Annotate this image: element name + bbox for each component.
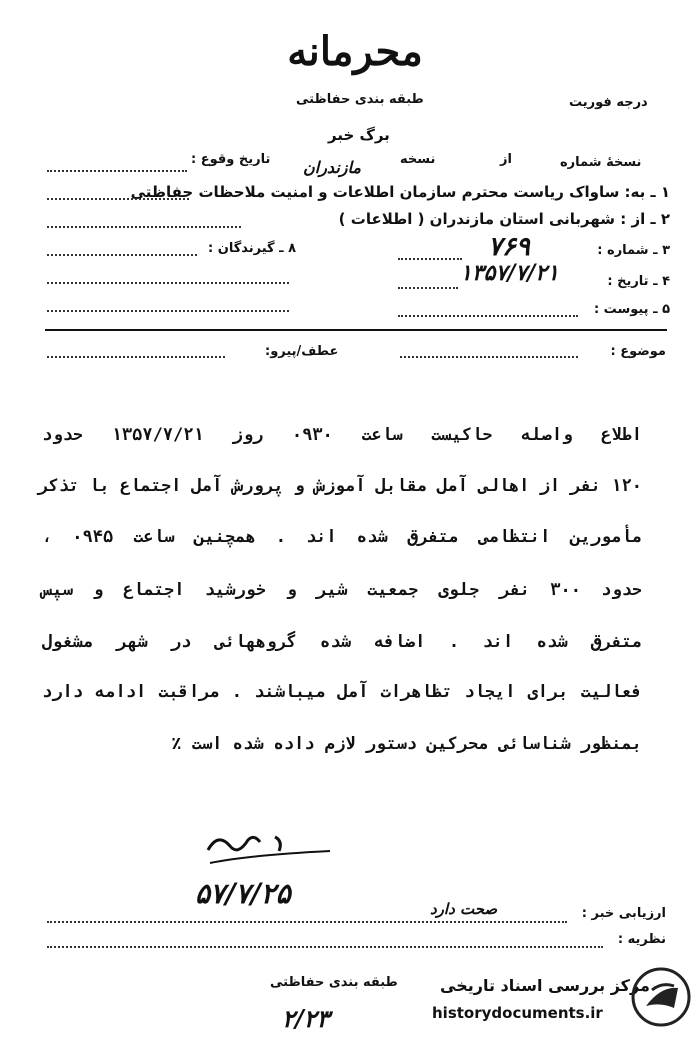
field-1-to: ۱ ـ به: ساواک ریاست محترم سازمان اطلاعات و امنیت ملاحظات حفاظتی [130,183,670,201]
body-line-7: بمنظور شناسائی محرکین دستور لازم داده شده است ٪ [171,734,642,754]
page-number-handwritten: ۲/۲۳ [282,1004,330,1033]
body-line-2: ۱۲۰ نفر از اهالی آمل مقابل آموزش و پرورش آمل اجتماع با تذکر [38,476,642,496]
event-date-label: تاریخ وقوع : [191,152,271,167]
body-line-5: متفرق شده اند . اضافه شده گروههائی در شهر مشغول [42,632,642,652]
watermark-site: historydocuments.ir [432,1004,603,1022]
field-4-date-label: ۴ ـ تاریخ : [607,274,670,289]
recipients-dots [47,254,197,256]
of-label: از [500,152,512,167]
field-1-dots [47,198,189,200]
copy-label: نسخه [400,152,436,167]
priority-label: درجه فوریت [569,95,648,110]
copy-number-label: نسخهٔ شماره [560,155,642,170]
form-title: برگ خبر [328,126,390,144]
recognition-dots [47,946,603,948]
bottom-protection-level: طبقه بندی حفاظتی [270,975,398,990]
evaluation-value: صحت دارد [430,900,498,918]
extra-dots-1 [47,282,289,284]
evaluation-label: ارزیابی خبر : [581,906,666,921]
field-3-number-label: ۳ ـ شماره : [597,243,670,258]
body-line-3: مأمورین انتظامی متفرق شده اند . همچنین ساعت ۰۹۴۵ ، [42,527,642,547]
subject-label: موضوع : [610,344,666,359]
classification-title: محرمانه [287,28,423,75]
event-date-field [47,170,187,172]
extra-dots-2 [47,310,289,312]
field-5-dots [398,315,578,317]
field-5-attachment-label: ۵ ـ پیوست : [593,302,670,317]
field-2-dots [47,226,241,228]
field-4-date-value: ۱۳۵۷/۷/۲۱ [460,260,559,286]
field-2-from: ۲ ـ از : شهربانی استان مازندران ( اطلاعات ) [338,210,670,228]
recognition-label: نظریه : [617,932,666,947]
reference-dots [47,356,225,358]
body-line-4: حدود ۳۰۰ نفر جلوی جمعیت شیر و خورشید اجتماع و سپس [42,580,642,600]
province-handwritten: مازندران [303,158,361,177]
body-line-1: اطلاع واصله حاکیست ساعت ۰۹۳۰ روز ۱۳۵۷/۷/۲۱ حدود [42,425,642,445]
recipients-label: ۸ ـ گیرندگان : [208,241,297,256]
body-line-6: فعالیت برای ایجاد تظاهرات آمل میباشند . مراقبت ادامه دارد [42,682,642,702]
signature-date: ۵۷/۷/۲۵ [195,877,291,910]
center-logo-icon [630,966,692,1028]
watermark-center-name: مرکز بررسی اسناد تاریخی [440,976,650,995]
evaluation-dots [47,921,567,923]
svg-text:۵۷/۷/۲۵ [195,877,293,910]
field-4-dots [398,287,458,289]
handwritten-signature [180,815,340,915]
reference-label: عطف/پیرو: [265,344,339,359]
field-3-dots [398,258,462,260]
subject-dots [400,356,578,358]
field-3-number-value: ۷۶۹ [488,232,530,262]
protection-level-label: طبقه بندی حفاظتی [296,92,424,107]
separator-rule [45,329,667,331]
